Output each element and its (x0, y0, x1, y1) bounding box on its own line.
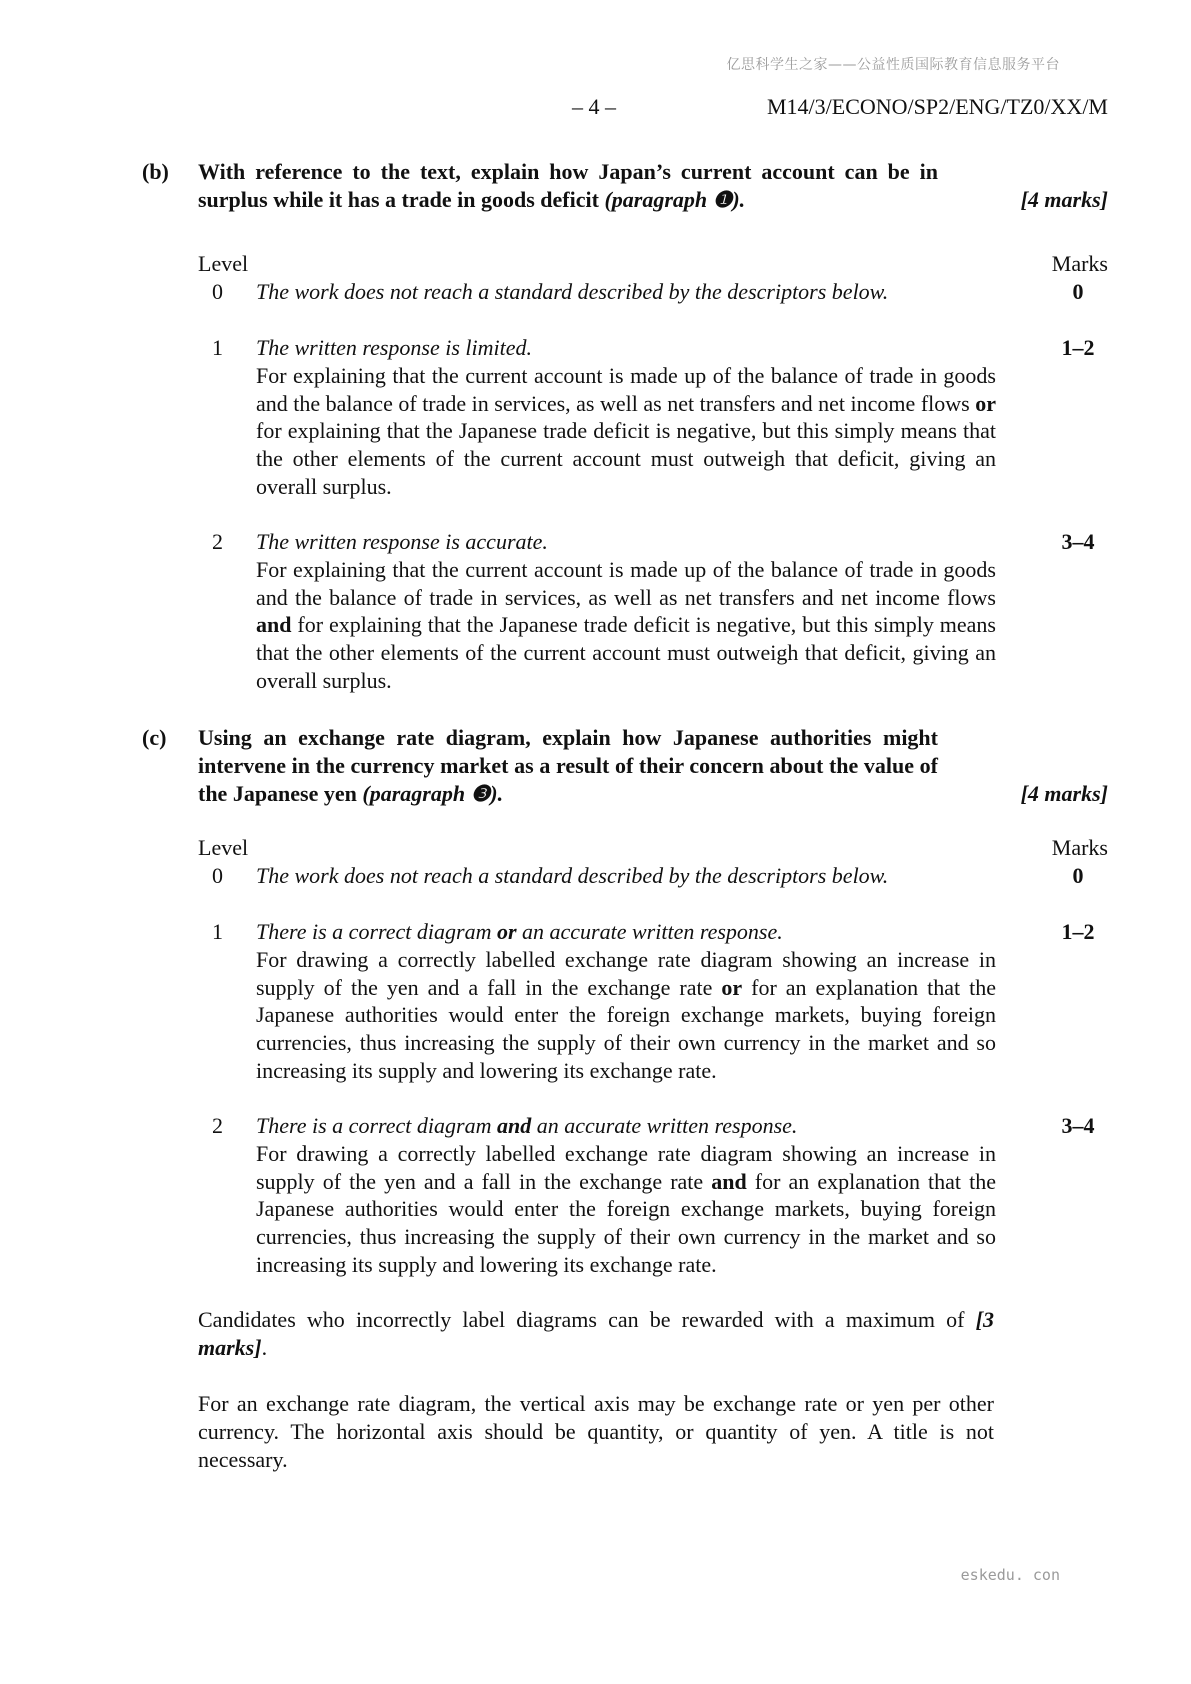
level-text-b: for explaining that the Japanese trade deficit is negative, but this simply means that the other elements of the current account must outweigh that deficit, giving an overall surplus. (256, 418, 996, 499)
level-body (256, 862, 996, 890)
marks-header: Marks (1051, 835, 1108, 860)
level-number: 1 (212, 335, 223, 360)
question-c-letter: (c) (142, 725, 167, 750)
question-c-marks: [4 marks] (1020, 781, 1108, 806)
question-b-level-1 (198, 334, 1108, 501)
level-descriptor (256, 918, 996, 946)
level-marks: 1–2 (1061, 919, 1095, 944)
level-text-a: For drawing a correctly labelled exchange rate diagram showing an increase in supply of the yen and a fall in the exchange rate (256, 1140, 996, 1194)
question-c-table-header (198, 834, 1108, 862)
question-c-level-1 (198, 918, 1108, 1085)
level-header: Level (198, 251, 249, 276)
question-b-text (198, 158, 938, 214)
marks-header: Marks (1051, 251, 1108, 276)
question-b-level-0 (198, 278, 1108, 306)
level-descriptor: The work does not reach a standard described by the descriptors below. (256, 863, 889, 888)
note-1-text: Candidates who incorrectly label diagrams can be rewarded with a maximum of (198, 1307, 976, 1332)
level-body (256, 278, 996, 306)
watermark-text: 亿思科学生之家——公益性质国际教育信息服务平台 (726, 57, 1060, 73)
level-text-b: for an explanation that the Japanese authorities would enter the foreign exchange markets, buying foreign currencies, thus increasing the supply of their own currency in the market and so increasing its supply and lowering its exchange rate. (256, 974, 996, 1083)
level-body (256, 918, 996, 1085)
level-descriptor: The work does not reach a standard described by the descriptors below. (256, 279, 889, 304)
level-marks: 0 (1072, 863, 1084, 888)
level-text-b: for an explanation that the Japanese authorities would enter the foreign exchange markets, buying foreign currencies, thus increasing the supply of their own currency in the market and so increasing its supply and lowering its exchange rate. (256, 1168, 996, 1277)
level-descriptor-a: There is a correct diagram (256, 1113, 497, 1138)
level-body (256, 334, 996, 501)
question-b-level-2 (198, 528, 1108, 695)
level-descriptor (256, 1112, 996, 1140)
level-descriptor-b: an accurate written response. (531, 1113, 798, 1138)
level-marks: 1–2 (1061, 335, 1095, 360)
level-conjunction: or (721, 974, 743, 1000)
level-number: 0 (212, 863, 223, 888)
level-number: 1 (212, 919, 223, 944)
question-b (142, 158, 1108, 214)
level-text-a: For drawing a correctly labelled exchange rate diagram showing an increase in supply of the yen and a fall in the exchange rate (256, 946, 996, 1000)
level-number: 2 (212, 529, 223, 554)
level-descriptor-conjunction: or (496, 919, 517, 944)
level-descriptor: The written response is accurate. (256, 529, 548, 554)
level-descriptor-b: an accurate written response. (516, 919, 783, 944)
level-text-a: For explaining that the current account is made up of the balance of trade in goods and the balance of trade in services, as well as net transfers and net income flows (256, 556, 996, 610)
note-diagram-axes: For an exchange rate diagram, the vertical axis may be exchange rate or yen per other currency. The horizontal axis should be quantity, or quantity of yen. A title is not necessary. (198, 1391, 994, 1472)
question-c-ref: (paragraph ❸). (362, 781, 504, 806)
level-body (256, 1112, 996, 1279)
question-b-ref: (paragraph ❶). (604, 187, 746, 212)
question-b-marks: [4 marks] (1020, 187, 1108, 212)
level-conjunction: and (711, 1168, 747, 1194)
level-conjunction: or (975, 390, 996, 416)
page-number: – 4 – (572, 94, 616, 119)
level-descriptor-a: There is a correct diagram (256, 919, 497, 944)
level-number: 0 (212, 279, 223, 304)
level-number: 2 (212, 1113, 223, 1138)
question-b-letter: (b) (142, 159, 169, 184)
level-descriptor-conjunction: and (496, 1113, 532, 1138)
question-b-main: With reference to the text, explain how Japan’s current account can be in surplus while it has a trade in goods deficit (198, 159, 938, 212)
level-marks: 3–4 (1061, 529, 1095, 554)
question-c-main: Using an exchange rate diagram, explain how Japanese authorities might intervene in the currency market as a result of their concern about the value of the Japanese yen (198, 725, 938, 806)
paper-code: M14/3/ECONO/SP2/ENG/TZ0/XX/M (766, 94, 1108, 119)
level-marks: 0 (1072, 279, 1084, 304)
note-1-end: . (261, 1334, 268, 1360)
level-marks: 3–4 (1061, 1113, 1095, 1138)
question-c-text (198, 724, 938, 808)
question-c (142, 724, 1108, 808)
level-descriptor: The written response is limited. (256, 335, 533, 360)
question-c-level-0 (198, 862, 1108, 890)
level-text-b: for explaining that the Japanese trade deficit is negative, but this simply means that the other elements of the current account must outweigh that deficit, giving an overall surplus. (256, 612, 996, 693)
note-incorrect-labels (198, 1306, 994, 1362)
level-text-a: For explaining that the current account is made up of the balance of trade in goods and the balance of trade in services, as well as net transfers and net income flows (256, 362, 996, 416)
level-header: Level (198, 835, 249, 860)
note-1-marks: [3 marks] (198, 1307, 994, 1360)
question-c-level-2 (198, 1112, 1108, 1279)
question-b-table-header (198, 250, 1108, 278)
level-conjunction: and (256, 612, 292, 638)
level-body (256, 528, 996, 695)
footer-site-text: eskedu. con (960, 1566, 1060, 1584)
